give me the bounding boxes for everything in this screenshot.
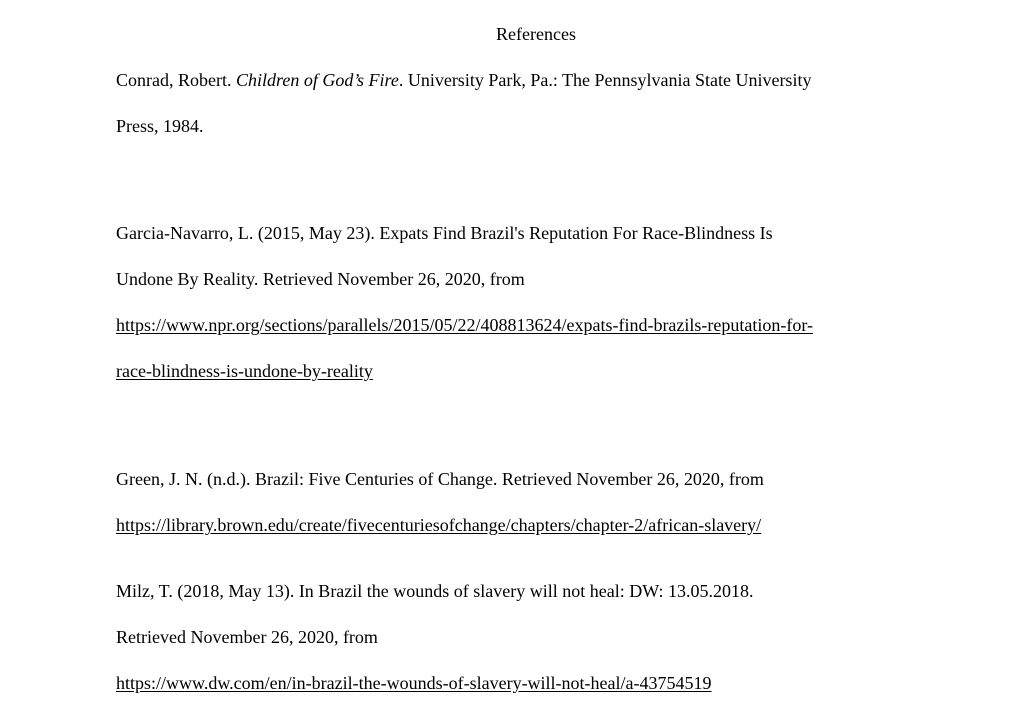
reference-conrad-line-1 bbox=[116, 69, 811, 91]
reference-conrad-line-2: Press, 1984. bbox=[116, 116, 204, 136]
reference-milz-line-2: Retrieved November 26, 2020, from bbox=[116, 627, 378, 647]
reference-garcia-link[interactable]: https://www.npr.org/sections/parallels/2015/05/22/408813624/expats-find-brazils-reputation-for- bbox=[116, 315, 814, 335]
reference-garcia-line-2: Undone By Reality. Retrieved November 26, 2020, from bbox=[116, 269, 525, 289]
reference-garcia-line-1: Garcia-Navarro, L. (2015, May 23). Expats Find Brazil's Reputation For Race-Blindness Is bbox=[116, 223, 773, 243]
reference-green-link[interactable]: https://library.brown.edu/create/fivecenturiesofchange/chapters/chapter-2/african-slavery/ bbox=[116, 515, 762, 535]
reference-green-url-line[interactable] bbox=[116, 514, 761, 536]
reference-milz-line-1: Milz, T. (2018, May 13). In Brazil the wounds of slavery will not heal: DW: 13.05.2018. bbox=[116, 581, 754, 601]
reference-garcia-url-line-1[interactable] bbox=[116, 314, 813, 336]
reference-conrad-book-title: Children of God’s Fire bbox=[235, 70, 399, 90]
references-heading: References bbox=[496, 24, 576, 44]
reference-milz-url-line[interactable] bbox=[116, 672, 712, 694]
reference-conrad-author: Conrad, Robert. bbox=[116, 70, 236, 90]
reference-green-line-1: Green, J. N. (n.d.). Brazil: Five Centuries of Change. Retrieved November 26, 2020, from bbox=[116, 469, 764, 489]
reference-garcia-link-continued[interactable]: race-blindness-is-undone-by-reality bbox=[116, 361, 373, 381]
reference-garcia-url-line-2[interactable] bbox=[116, 360, 373, 382]
reference-milz-link[interactable]: https://www.dw.com/en/in-brazil-the-wounds-of-slavery-will-not-heal/a-43754519 bbox=[116, 673, 712, 693]
reference-conrad-publisher: . University Park, Pa.: The Pennsylvania State University bbox=[398, 70, 812, 90]
